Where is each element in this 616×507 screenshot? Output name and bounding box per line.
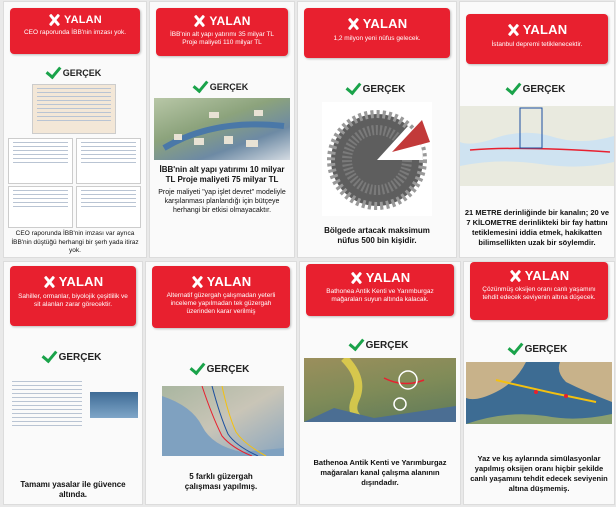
x-icon: [347, 18, 359, 30]
claim-text: Çözünmüş oksijen oranı canlı yaşamını tehdit edecek seviyenin altına düşecek.: [482, 286, 596, 301]
document-image: [8, 186, 73, 228]
yalan-label: YALAN: [209, 14, 251, 28]
fact-text: Bölgede artacak maksimum nüfus 500 bin kişidir.: [324, 226, 430, 245]
fault-map-image: [460, 106, 614, 186]
check-icon: [507, 339, 523, 356]
gercek-heading: GERÇEK: [4, 68, 146, 78]
gercek-heading: GERÇEK: [146, 364, 296, 375]
x-icon: [43, 276, 55, 288]
check-icon: [345, 79, 361, 96]
coastline-image: [90, 392, 138, 418]
panel-6: [146, 262, 296, 504]
fact-text: Proje maliyeti "yap işlet devret" modeliyle karşılanması planlandığı için bütçeye herhangi bir etkisi olmayacaktır.: [158, 189, 286, 214]
document-image: [76, 186, 141, 228]
route-map-image: [162, 386, 284, 456]
crowd-pie-image: [322, 102, 432, 216]
fact-text: 21 METRE derinliğinde bir kanalın; 20 ve 7 KİLOMETRE derinlikteki bir fay hattını tetiklemesini iddia etmek, hakikatten bilimsellikten uzak bir söylemdir.: [464, 208, 610, 247]
yalan-box: [10, 266, 136, 326]
x-icon: [350, 272, 362, 284]
fact-text: Bathenoa Antik Kenti ve Yarımburgaz mağaraları kanal çalışma alanının dışındadır.: [313, 458, 447, 487]
yalan-label: YALAN: [365, 270, 411, 285]
x-icon: [193, 15, 205, 27]
yalan-label: YALAN: [362, 16, 408, 31]
claim-text: Alternatif güzergah çalışmadan yeterli inceleme yapılmadan tek güzergah üzerinden karar verilmiş: [166, 292, 276, 315]
yalan-box: [304, 8, 450, 58]
satellite-map-image: [304, 358, 456, 422]
check-icon: [348, 335, 364, 352]
fact-text: Tamamı yasalar ile güvence altında.: [20, 480, 126, 499]
panel-3: [298, 2, 456, 257]
panel-7: [300, 262, 460, 504]
check-icon: [505, 79, 521, 96]
yalan-label: YALAN: [64, 14, 102, 26]
claim-text: 1,2 milyon yeni nüfus gelecek.: [333, 35, 421, 42]
claim-text: CEO raporunda İBB'nin imzası yok.: [23, 29, 127, 36]
yalan-box: [156, 8, 288, 56]
yalan-label: YALAN: [524, 268, 570, 283]
yalan-box: [466, 14, 608, 64]
check-icon: [41, 347, 57, 364]
document-image: [32, 84, 116, 134]
document-image: [76, 138, 141, 184]
x-icon: [509, 270, 521, 282]
claim-text: İstanbul depremi tetiklenecektir.: [491, 41, 583, 48]
fact-text: Yaz ve kış aylarında simülasyonlar yapılmış oksijen oranı hiçbir şekilde canlı yaşamını tehdit edecek seviyenin altına düşmemiş.: [470, 454, 608, 493]
check-icon: [189, 359, 205, 376]
check-icon: [45, 62, 61, 79]
claim-text: Sahiller, ormanlar, biyolojik çeşitlilik ve sit alanları zarar görecektir.: [18, 293, 128, 308]
gercek-heading: GERÇEK: [460, 84, 614, 95]
x-icon: [191, 276, 203, 288]
gercek-heading: GERÇEK: [298, 84, 456, 95]
gercek-heading: GERÇEK: [4, 352, 142, 363]
fact-text: İBB'nin alt yapı yatırımı 10 milyar TL Proje maliyeti 75 milyar TL: [159, 165, 285, 184]
yalan-box: [10, 8, 140, 54]
gercek-heading: GERÇEK: [150, 82, 294, 92]
x-icon: [507, 24, 519, 36]
panel-5: [4, 262, 142, 504]
gercek-heading: GERÇEK: [300, 340, 460, 351]
yalan-label: YALAN: [206, 274, 252, 289]
yalan-box: [470, 262, 608, 320]
yalan-label: YALAN: [58, 274, 104, 289]
fact-text: CEO raporunda İBB'nin imzası var ayrıca İBB'nin düştüğü herhangi bir şerh yada itiraz yok.: [11, 230, 139, 254]
claim-text: İBB'nin alt yapı yatırımı 35 milyar TL Proje maliyeti 110 milyar TL: [169, 31, 275, 46]
gercek-heading: GERÇEK: [464, 344, 614, 355]
document-image: [8, 138, 73, 184]
aerial-city-image: [154, 98, 290, 160]
simulation-map-image: [466, 362, 612, 424]
panel-8: [464, 262, 614, 504]
x-icon: [48, 14, 60, 26]
claim-text: Bathonea Antik Kenti ve Yarımburgaz mağaraları suyun altında kalacak.: [326, 288, 434, 303]
yalan-label: YALAN: [522, 22, 568, 37]
panel-1: [4, 2, 146, 257]
check-icon: [192, 76, 208, 93]
yalan-box: [152, 266, 290, 328]
report-text-image: [8, 378, 86, 458]
fact-text: 5 farklı güzergah çalışması yapılmış.: [184, 472, 258, 491]
panel-4: [460, 2, 614, 257]
panel-2: [150, 2, 294, 257]
yalan-box: [306, 264, 454, 316]
